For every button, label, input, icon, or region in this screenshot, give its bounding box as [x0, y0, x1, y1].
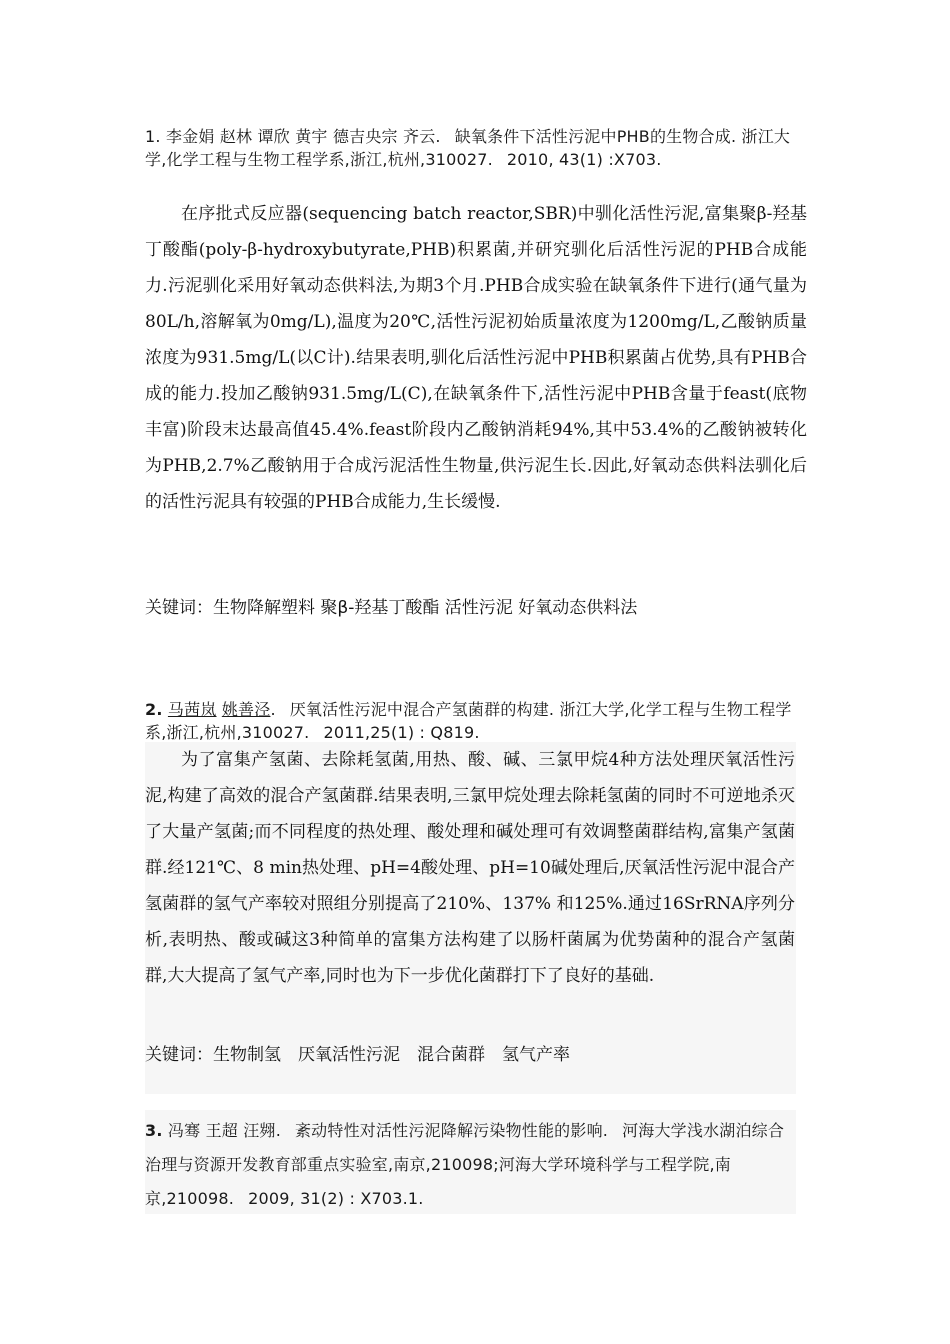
reference-1-header: [145, 125, 807, 171]
reference-3-number: 3.: [145, 1121, 163, 1140]
reference-1-abstract: 在序批式反应器(sequencing batch reactor,SBR)中驯化活性污泥,富集聚β-羟基丁酸酯(poly-β-hydroxybutyrate,PHB)积累菌,并研究驯化后活性污泥的PHB合成能力.污泥驯化采用好氧动态供料法,为期3个月.PHB合成实验在缺氧条件下进行(通气量为80L/h,溶解氧为0mg/L),温度为20℃,活性污泥初始质量浓度为1200mg/L,乙酸钠质量浓度为931.5mg/L(以C计).结果表明,驯化后活性污泥中PHB积累菌占优势,具有PHB合成的能力.投加乙酸钠931.5mg/L(C),在缺氧条件下,活性污泥中PHB含量于feast(底物丰富)阶段末达最高值45.4%.feast阶段内乙酸钠消耗94%,其中53.4%的乙酸钠被转化为PHB,2.7%乙酸钠用于合成污泥活性生物量,供污泥生长.因此,好氧动态供料法驯化后的活性污泥具有较强的PHB合成能力,生长缓慢.: [145, 204, 807, 512]
reference-2-author-2[interactable]: 姚善泾: [221, 700, 271, 719]
reference-2-header: 2. 马茜岚 姚善泾. 厌氧活性污泥中混合产氢菌群的构建. 浙江大学,化学工程与生物工程学系,浙江,杭州,310027. 2011,25(1) : Q819.: [145, 700, 792, 742]
reference-2-keywords: 关键词：生物制氢 厌氧活性污泥 混合菌群 氢气产率: [145, 1045, 570, 1065]
reference-2-title: 厌氧活性污泥中混合产氢菌群的构建.: [289, 700, 555, 719]
reference-1-keywords: 关键词：生物降解塑料 聚β-羟基丁酸酯 活性污泥 好氧动态供料法: [145, 598, 638, 618]
reference-1-number: 1.: [145, 127, 161, 146]
reference-2-author-1[interactable]: 马茜岚: [167, 700, 217, 719]
reference-2-publication: 2011,25(1) : Q819.: [323, 723, 480, 742]
reference-2-abstract: 为了富集产氢菌、去除耗氢菌,用热、酸、碱、三氯甲烷4种方法处理厌氧活性污泥,构建了高效的混合产氢菌群.结果表明,三氯甲烷处理去除耗氢菌的同时不可逆地杀灭了大量产氢菌;而不同程度的热处理、酸处理和碱处理可有效调整菌群结构,富集产氢菌群.经121℃、8 min热处理、pH=4酸处理、pH=10碱处理后,厌氧活性污泥中混合产氢菌群的氢气产率较对照组分别提高了210%、137% 和125%.通过16SrRNA序列分析,表明热、酸或碱这3种简单的富集方法构建了以肠杆菌属为优势菌种的混合产氢菌群,大大提高了氢气产率,同时也为下一步优化菌群打下了良好的基础.: [145, 750, 795, 986]
reference-1-title: 缺氧条件下活性污泥中PHB的生物合成.: [454, 127, 737, 146]
reference-1-authors: 李金娟 赵林 谭欣 黄宇 德吉央宗 齐云.: [165, 127, 441, 146]
reference-3-affiliation: 河海大学浅水湖泊综合治理与资源开发教育部重点实验室,南京,210098;河海大学环境科学与工程学院,南京,210098.: [145, 1121, 785, 1208]
reference-1-affiliation: 浙江大学,化学工程与生物工程学系,浙江,杭州,310027.: [145, 127, 791, 169]
reference-3-title: 紊动特性对活性污泥降解污染物性能的影响.: [294, 1121, 609, 1140]
reference-2-affiliation: 浙江大学,化学工程与生物工程学系,浙江,杭州,310027.: [145, 700, 792, 742]
reference-2-number: 2.: [145, 700, 163, 719]
reference-1-publication: 2010, 43(1) :X703.: [506, 150, 662, 169]
reference-3-publication: 2009, 31(2) : X703.1.: [248, 1189, 424, 1208]
reference-3-header: [145, 1114, 795, 1216]
reference-3-authors: 冯骞 王超 汪翙.: [167, 1121, 281, 1140]
